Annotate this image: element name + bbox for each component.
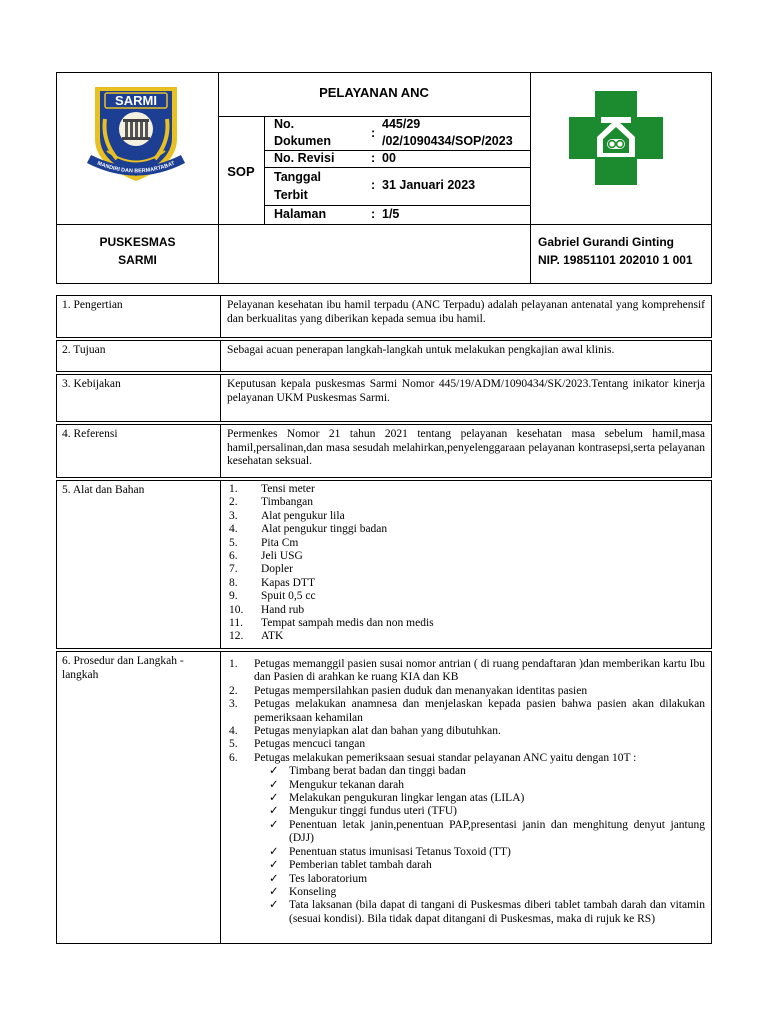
list-item: 3. Alat pengukur lila — [229, 509, 345, 522]
anc-10t-checklist — [227, 765, 705, 926]
section-label: 6. Prosedur dan Langkah - langkah — [62, 655, 184, 681]
field-no-dokumen-value: 445/29 /02/1090434/SOP/2023 — [382, 117, 513, 148]
checklist-item: ✓ Konseling — [227, 886, 705, 899]
checklist-item: ✓ Penentuan letak janin,penentuan PAP,presentasi janin dan menghitung denyut jantung (DJJ) — [227, 819, 705, 846]
logo-banner-text: SARMI — [115, 93, 157, 108]
header-divider — [530, 73, 531, 283]
list-item: 8. Kapas DTT — [229, 576, 315, 589]
list-item: 1. Tensi meter — [229, 483, 315, 495]
signer-name: Gabriel Gurandi Ginting — [538, 235, 675, 249]
section-kebijakan — [56, 374, 712, 422]
list-item: 4. Petugas menyiapkan alat dan bahan yang dibutuhkan. — [229, 725, 501, 738]
check-icon: ✓ — [269, 859, 279, 872]
signer-nip: NIP. 19851101 202010 1 001 — [538, 253, 693, 267]
section-label: 4. Referensi — [62, 428, 118, 440]
list-item: 5. Petugas mencuci tangan — [229, 738, 366, 751]
checklist-item: ✓ Timbang berat badan dan tinggi badan — [227, 765, 705, 778]
checklist-item: ✓ Mengukur tinggi fundus uteri (TFU) — [227, 805, 705, 818]
logo-ribbon-text: MANDIRI DAN BERMARTABAT — [96, 160, 176, 175]
checklist-item: ✓ Tata laksanan (bila dapat di tangani di Puskesmas diberi tablet tambah darah dan vitamin (sesuai kondisi). Bila tidak dapat ditangani di Puskesmas, maka di rujuk ke RS) — [227, 899, 705, 926]
list-item: 1. Petugas memanggil pasien susai nomor antrian ( di ruang pendaftaran )dan memberikan kartu Ibu dan Pasien di arahkan ke ruang KIA dan KB — [229, 658, 705, 684]
list-item: 4. Alat pengukur tinggi badan — [229, 523, 388, 536]
checklist-item: ✓ Melakukan pengukuran lingkar lengan atas (LILA) — [227, 792, 705, 805]
check-icon: ✓ — [269, 872, 279, 885]
field-colon: : — [371, 207, 376, 221]
check-icon: ✓ — [269, 765, 279, 778]
section-text: Pelayanan kesehatan ibu hamil terpadu (ANC Terpadu) adalah pelayanan antenatal yang komprehensif dan berkualitas yang diberikan kepada semua ibu hamil. — [227, 299, 705, 325]
list-item: 7. Dopler — [229, 563, 293, 576]
header-divider — [57, 224, 711, 225]
section-alat-dan-bahan — [56, 480, 712, 649]
puskesmas-logo — [567, 89, 665, 187]
column-divider — [220, 375, 221, 421]
checklist-item: ✓ Pemberian tablet tambah darah — [227, 859, 705, 872]
list-item: 2. Petugas mempersilahkan pasien duduk dan menanyakan identitas pasien — [229, 684, 588, 697]
list-item: 6. Jeli USG — [229, 550, 303, 563]
section-prosedur — [56, 651, 712, 944]
list-item: 10. Hand rub — [229, 603, 305, 616]
sop-label: SOP — [227, 164, 255, 179]
list-item: 3. Petugas melakukan anamnesa dan menjelaskan kepada pasien bahwa pasien akan dilakukan pemeriksaan kehamilan — [229, 698, 705, 724]
field-colon: : — [371, 178, 376, 192]
section-label: 5. Alat dan Bahan — [62, 484, 145, 496]
check-icon: ✓ — [269, 899, 279, 912]
procedure-steps — [227, 658, 705, 765]
section-label: 3. Kebijakan — [62, 378, 121, 390]
check-icon: ✓ — [269, 805, 279, 818]
field-halaman-value: 1/5 — [382, 207, 400, 221]
section-text: Keputusan kepala puskesmas Sarmi Nomor 445/19/ADM/1090434/SK/2023.Tentang inikator kinerja pelayanan UKM Puskesmas Sarmi. — [227, 378, 705, 404]
section-label: 2. Tujuan — [62, 344, 106, 356]
checklist-item: ✓ Mengukur tekanan darah — [227, 779, 705, 792]
check-icon: ✓ — [269, 818, 279, 831]
column-divider — [220, 296, 221, 337]
field-colon: : — [371, 151, 376, 165]
check-icon: ✓ — [269, 885, 279, 898]
field-no-revisi-label: No. Revisi — [274, 151, 335, 165]
institution-name-line1: PUSKESMAS — [99, 235, 176, 249]
check-icon: ✓ — [269, 845, 279, 858]
column-divider — [220, 652, 221, 943]
section-pengertian — [56, 295, 712, 338]
field-tanggal-terbit-label: Tanggal Terbit — [274, 170, 321, 202]
list-item: 12. ATK — [229, 630, 284, 643]
list-item: 6. Petugas melakukan pemeriksaan sesuai standar pelayanan ANC yaitu dengan 10T : — [229, 751, 637, 764]
field-halaman-label: Halaman — [274, 207, 327, 221]
section-tujuan — [56, 340, 712, 372]
column-divider — [220, 481, 221, 648]
check-icon: ✓ — [269, 792, 279, 805]
equipment-list — [227, 483, 705, 644]
list-item: 5. Pita Cm — [229, 536, 299, 549]
section-referensi — [56, 424, 712, 478]
field-no-revisi-value: 00 — [382, 151, 396, 165]
field-tanggal-terbit-value: 31 Januari 2023 — [382, 178, 476, 192]
list-item: 9. Spuit 0,5 cc — [229, 590, 316, 603]
column-divider — [220, 425, 221, 477]
check-icon: ✓ — [269, 778, 279, 791]
header-divider — [264, 116, 265, 224]
checklist-item: ✓ Tes laboratorium — [227, 873, 705, 886]
sarmi-regency-logo — [81, 79, 191, 189]
section-label: 1. Pengertian — [62, 299, 123, 311]
institution-name-line2: SARMI — [118, 253, 157, 267]
section-text: Permenkes Nomor 21 tahun 2021 tentang pelayanan kesehatan masa sebelum hamil,masa hamil,persalinan,dan masa sesudah melahirkan,penyelenggaraan pelayanan kontrasepsi,serta pelayanan kesehatan seksual. — [227, 428, 705, 467]
list-item: 2. Timbangan — [229, 496, 313, 509]
header-divider — [264, 205, 530, 206]
column-divider — [220, 341, 221, 371]
field-colon: : — [371, 126, 376, 140]
sop-header-table — [56, 72, 712, 284]
page-title: PELAYANAN ANC — [319, 85, 429, 100]
list-item: 11. Tempat sampah medis dan non medis — [229, 617, 434, 630]
checklist-item: ✓ Penentuan status imunisasi Tetanus Toxoid (TT) — [227, 846, 705, 859]
section-text: Sebagai acuan penerapan langkah-langkah untuk melakukan pengkajian awal klinis. — [227, 344, 615, 356]
field-no-dokumen-label: No. Dokumen — [274, 117, 331, 148]
